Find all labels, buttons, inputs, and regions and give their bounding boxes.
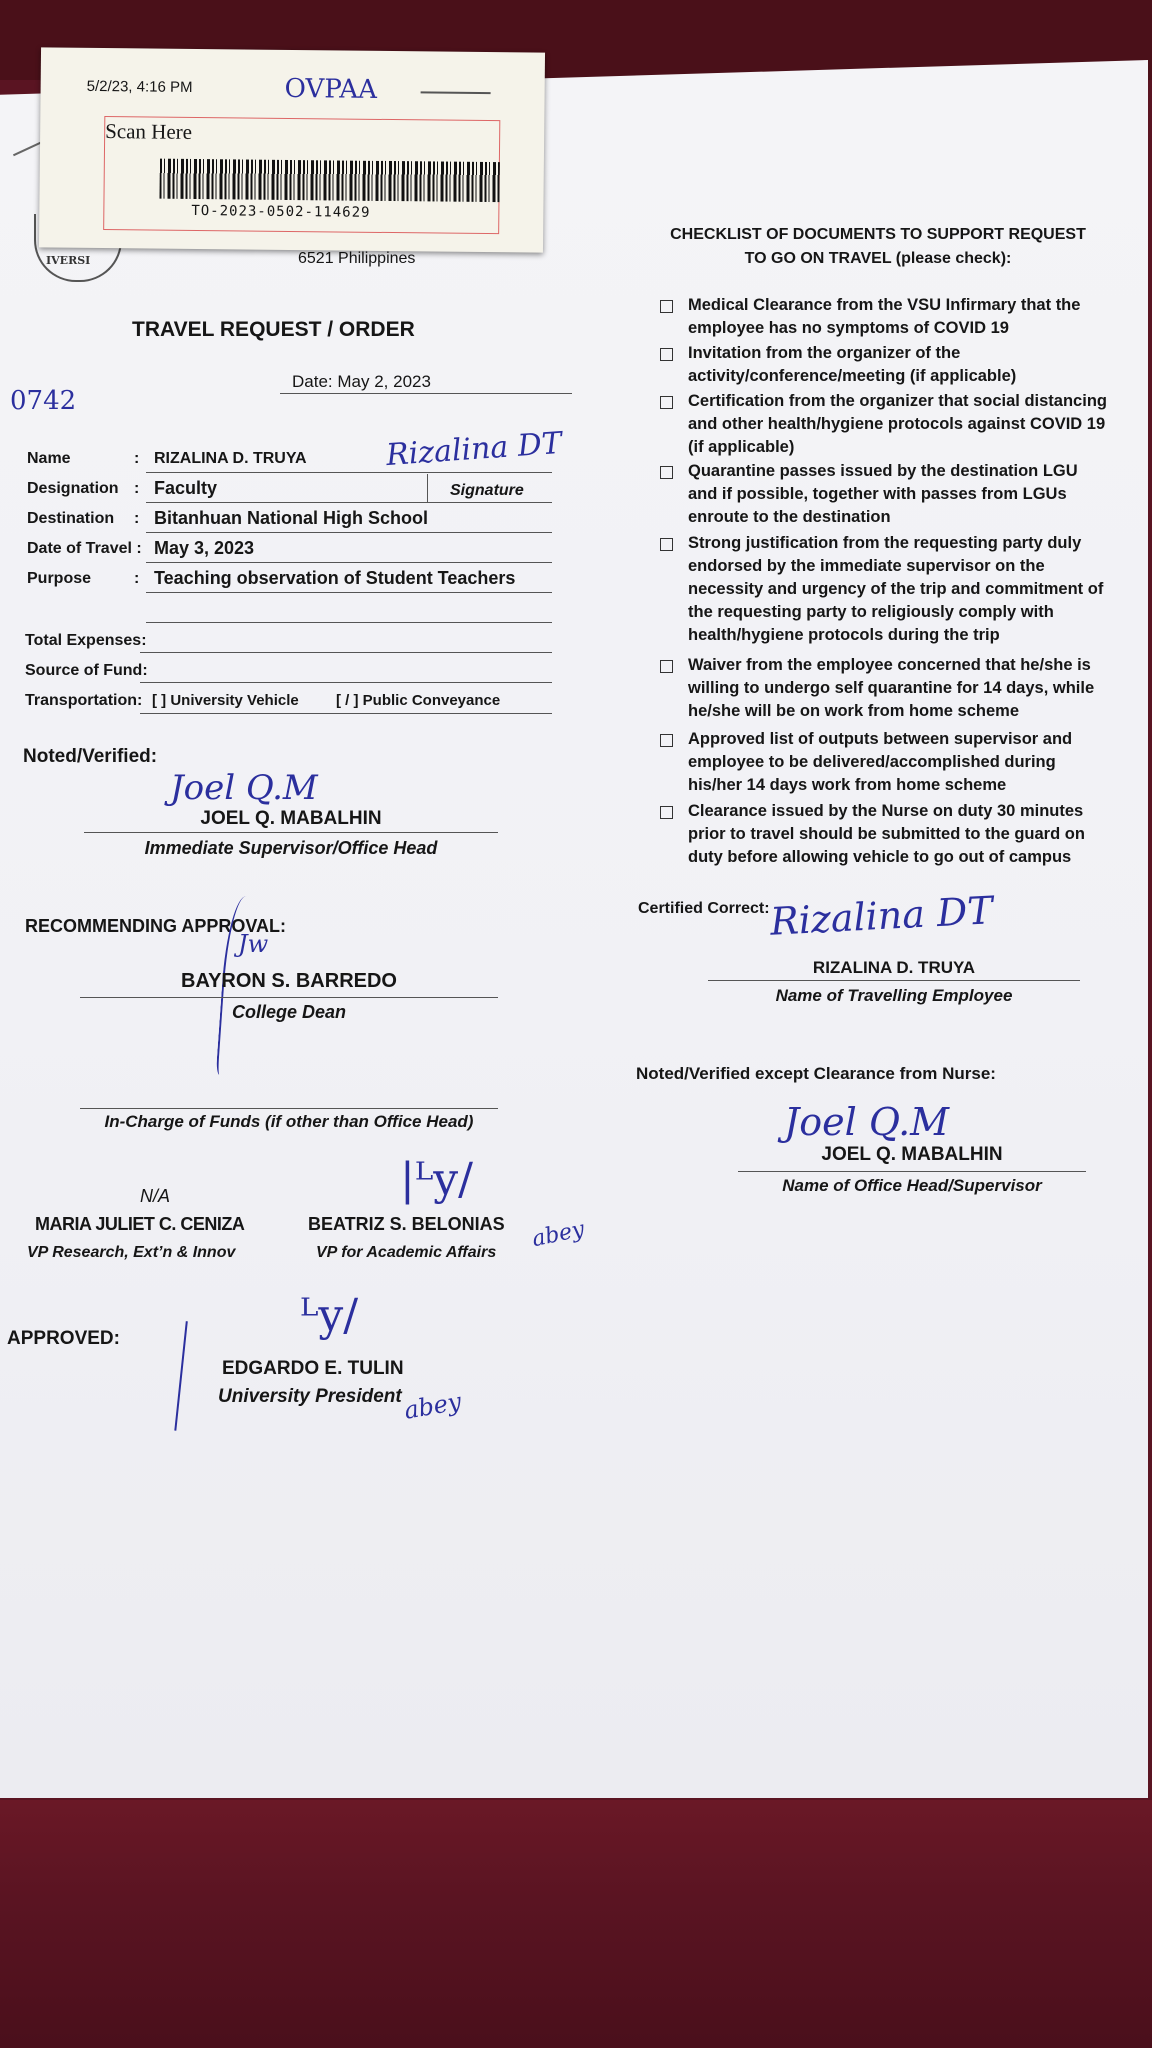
date-of-travel-label: Date of Travel : xyxy=(27,540,142,557)
certified-underline xyxy=(708,980,1080,981)
vp-research-name: MARIA JULIET C. CENIZA xyxy=(35,1214,245,1234)
checklist-item xyxy=(660,390,1110,459)
total-expenses-underline xyxy=(140,652,552,653)
dean-signature: Jw xyxy=(238,930,269,958)
colon: : xyxy=(134,570,140,587)
barcode-text: TO-2023-0502-114629 xyxy=(191,202,371,221)
colon: : xyxy=(134,510,140,527)
scan-label: Scan Here xyxy=(105,119,193,144)
barcode-sticker xyxy=(39,47,545,252)
purpose-value: Teaching observation of Student Teachers xyxy=(154,568,516,588)
checkbox[interactable] xyxy=(660,734,673,747)
president-signature: ᴸy/ xyxy=(300,1290,359,1341)
background-table xyxy=(0,1800,1152,2048)
source-of-fund-underline xyxy=(140,682,552,683)
purpose-label: Purpose xyxy=(27,570,92,587)
checklist-item-text: Quarantine passes issued by the destination LGU and if possible, together with passes from LGUs enroute to the destination xyxy=(688,462,1078,526)
total-expenses-label: Total Expenses: xyxy=(25,632,147,649)
vp-academic-initials: abey xyxy=(529,1216,587,1253)
checklist-item-text: Invitation from the organizer of the activity/conference/meeting (if applicable) xyxy=(688,344,1017,385)
date-of-travel-value: May 3, 2023 xyxy=(154,538,255,558)
name-label: Name xyxy=(27,450,71,467)
checkbox[interactable] xyxy=(660,806,673,819)
certified-name: RIZALINA D. TRUYA xyxy=(812,958,976,977)
designation-label: Designation xyxy=(27,480,119,497)
vp-research-note: N/A xyxy=(140,1186,171,1206)
transportation-underline xyxy=(140,713,552,714)
seal-text: IVERSI xyxy=(46,254,91,267)
checklist-item-text: Waiver from the employee concerned that he/she is willing to undergo self quarantine for 14 days, while he/she will be on work from home scheme xyxy=(688,656,1095,720)
checkbox[interactable] xyxy=(660,300,673,313)
checklist-item xyxy=(660,654,1110,723)
approved-title: University President xyxy=(218,1386,402,1407)
noted-underline xyxy=(84,832,498,833)
date-of-travel-underline xyxy=(146,562,552,563)
designation-value: Faculty xyxy=(154,478,218,498)
vp-academic-signature: |ᴸy/ xyxy=(400,1154,473,1205)
recommending-name: BAYRON S. BARREDO xyxy=(181,970,397,992)
noted-except-name: JOEL Q. MABALHIN xyxy=(821,1144,1003,1165)
margin-note: 0742 xyxy=(10,386,77,416)
form-title: TRAVEL REQUEST / ORDER xyxy=(132,318,415,341)
transport-option-university-vehicle: [ ] University Vehicle xyxy=(152,692,299,709)
address-line: 6521 Philippines xyxy=(298,250,416,267)
office-head-signature: Joel Q.M xyxy=(784,1100,950,1144)
name-underline xyxy=(146,472,552,473)
vp-academic-name: BEATRIZ S. BELONIAS xyxy=(308,1214,505,1234)
date-value: May 2, 2023 xyxy=(337,372,431,391)
recommending-label: RECOMMENDING APPROVAL: xyxy=(25,916,286,936)
destination-label: Destination xyxy=(27,510,115,527)
approved-label: APPROVED: xyxy=(7,1328,120,1349)
funds-underline xyxy=(80,1108,498,1109)
president-initials: abey xyxy=(402,1387,464,1425)
certified-label: Certified Correct: xyxy=(638,900,770,917)
recommending-title: College Dean xyxy=(231,1002,347,1022)
signature-divider xyxy=(427,474,428,502)
colon: : xyxy=(134,450,140,467)
checklist-item-text: Approved list of outputs between supervisor and employee to be delivered/accomplished during his/her 14 days work from home scheme xyxy=(688,730,1073,794)
checklist-item xyxy=(660,728,1110,797)
date-row xyxy=(292,372,431,392)
checklist-item-text: Medical Clearance from the VSU Infirmary that the employee has no symptoms of COVID 19 xyxy=(688,296,1081,337)
vp-academic-title: VP for Academic Affairs xyxy=(316,1244,497,1261)
recommending-underline xyxy=(80,997,498,998)
date-label: Date: xyxy=(292,372,333,391)
checkbox[interactable] xyxy=(660,660,673,673)
colon: : xyxy=(134,480,140,497)
vp-research-title: VP Research, Ext’n & Innov xyxy=(27,1244,236,1261)
designation-underline xyxy=(146,502,552,503)
destination-value: Bitanhuan National High School xyxy=(154,508,428,528)
checklist-heading-1: CHECKLIST OF DOCUMENTS TO SUPPORT REQUEST xyxy=(670,226,1086,243)
transport-option-public-conveyance: [ / ] Public Conveyance xyxy=(336,692,501,709)
funds-title: In-Charge of Funds (if other than Office Head) xyxy=(104,1112,474,1131)
name-value: RIZALINA D. TRUYA xyxy=(154,450,307,467)
signature-label: Signature xyxy=(450,482,524,499)
source-of-fund-label: Source of Fund: xyxy=(25,662,148,679)
noted-label: Noted/Verified: xyxy=(23,746,158,767)
checkbox[interactable] xyxy=(660,538,673,551)
purpose-underline xyxy=(146,592,552,593)
certified-signature: Rizalina DT xyxy=(769,888,994,944)
sticker-handwritten-mark: OVPAA xyxy=(284,73,378,105)
certified-title: Name of Travelling Employee xyxy=(775,986,1013,1005)
employee-signature: Rizalina DT xyxy=(384,425,563,474)
checklist-heading-2: TO GO ON TRAVEL (please check): xyxy=(744,250,1012,267)
destination-underline xyxy=(146,532,552,533)
noted-except-underline xyxy=(738,1171,1086,1172)
sticker-datetime: 5/2/23, 4:16 PM xyxy=(86,77,193,96)
approved-name: EDGARDO E. TULIN xyxy=(222,1358,404,1379)
purpose-underline-2 xyxy=(146,622,552,623)
checklist-item xyxy=(660,460,1110,529)
checklist-item xyxy=(660,294,1110,340)
checkbox[interactable] xyxy=(660,466,673,479)
checklist-item-text: Strong justification from the requesting party duly endorsed by the immediate supervisor on the necessity and urgency of the trip and commitment of the requesting party to religiously comply with health/hygiene protocols during the trip xyxy=(688,534,1104,644)
checkbox[interactable] xyxy=(660,348,673,361)
checklist-item xyxy=(660,532,1110,647)
checklist-item-text: Clearance issued by the Nurse on duty 30 minutes prior to travel should be submitted to the guard on duty before allowing vehicle to go out of campus xyxy=(688,802,1085,866)
noted-name: JOEL Q. MABALHIN xyxy=(200,808,382,829)
checklist-item xyxy=(660,342,1110,388)
transportation-label: Transportation: xyxy=(25,692,143,709)
checklist-item-text: Certification from the organizer that social distancing and other health/hygiene protocols against COVID 19 (if applicable) xyxy=(688,392,1107,456)
noted-except-label: Noted/Verified except Clearance from Nurse: xyxy=(636,1064,996,1083)
sticker-dash xyxy=(421,91,491,94)
date-underline xyxy=(280,393,572,394)
checklist-item xyxy=(660,800,1110,869)
noted-title: Immediate Supervisor/Office Head xyxy=(144,838,438,858)
checkbox[interactable] xyxy=(660,396,673,409)
supervisor-signature: Joel Q.M xyxy=(170,768,318,808)
barcode xyxy=(159,159,499,203)
noted-except-title: Name of Office Head/Supervisor xyxy=(782,1176,1042,1195)
